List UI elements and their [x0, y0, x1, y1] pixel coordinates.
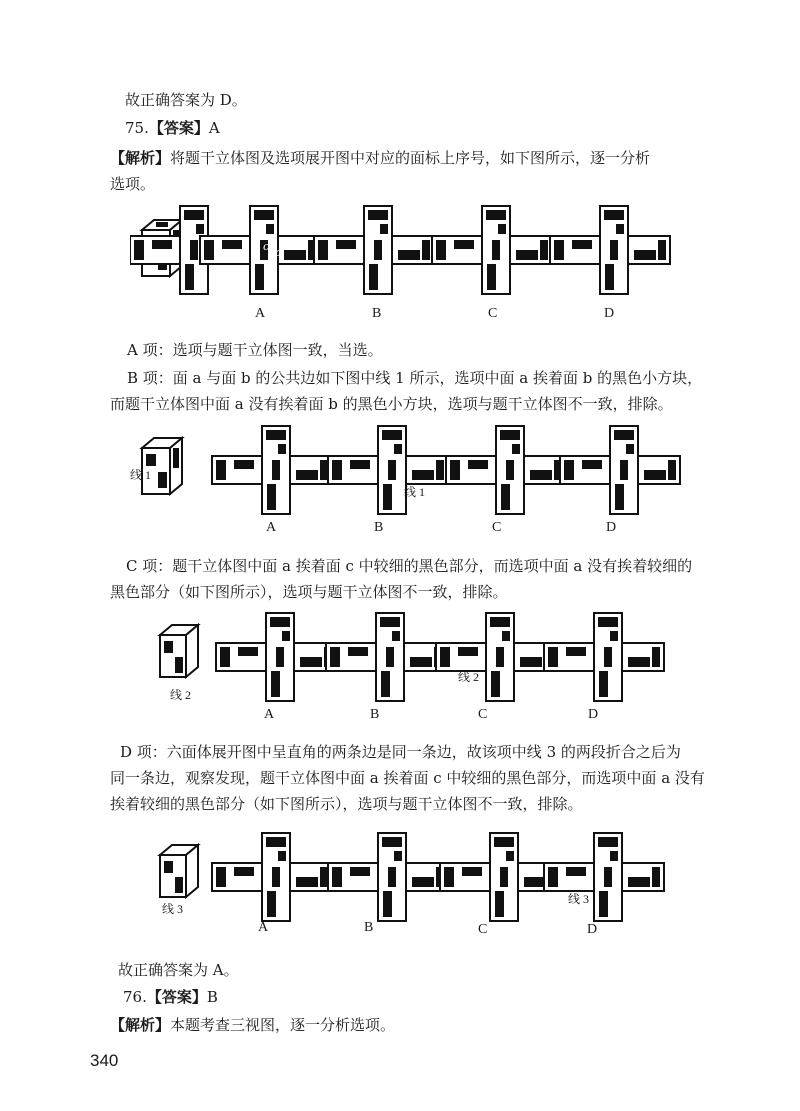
figure-caption: B	[374, 520, 384, 535]
answer-value: B	[206, 988, 218, 1006]
figure-row-3	[150, 605, 690, 705]
line-1-label: 线 1	[404, 485, 426, 499]
conclusion-74: 故正确答案为 D。	[125, 91, 247, 109]
figure-caption: A	[264, 707, 275, 722]
cube-icon	[160, 625, 198, 677]
line-3-label: 线 3	[162, 902, 184, 916]
answer-75	[125, 118, 220, 138]
analysis-76	[110, 1015, 395, 1035]
figure-caption: B	[364, 920, 374, 935]
option-b-analysis-cont: 而题干立体图中面 a 没有挨着面 b 的黑色小方块，选项与题干立体图不一致，排除。	[110, 395, 673, 413]
line-2-label: 线 2	[458, 670, 480, 684]
figure-caption: D	[606, 520, 617, 535]
option-d-analysis-cont: 挨着较细的黑色部分（如下图所示），选项与题干立体图不一致，排除。	[110, 795, 583, 813]
conclusion-75: 故正确答案为 A。	[118, 961, 239, 979]
option-d-analysis-cont: 同一条边，观察发现，题干立体图中面 a 挨着面 c 中较细的黑色部分，而选项中面 a 没有	[110, 769, 705, 787]
analysis-tag: 【解析】	[110, 1016, 171, 1034]
question-number: 76.	[123, 988, 147, 1006]
option-c-analysis-cont: 黑色部分（如下图所示），选项与题干立体图不一致，排除。	[110, 583, 508, 601]
figure-caption: A	[255, 306, 266, 321]
figure-caption: A	[258, 920, 269, 935]
line-3-label: 线 3	[568, 892, 590, 906]
analysis-text: 将题干立体图及选项展开图中对应的面标上序号，如下图所示，逐一分析	[170, 149, 651, 167]
answer-76	[123, 987, 218, 1007]
figure-caption: C	[478, 922, 488, 937]
figure-row-2	[130, 418, 690, 528]
face-label: c	[263, 240, 270, 253]
figure-row-1	[130, 198, 690, 323]
figure-caption: C	[478, 707, 488, 722]
figure-caption: D	[587, 922, 598, 937]
question-number: 75.	[125, 119, 149, 137]
figure-caption: B	[370, 707, 380, 722]
answer-tag: 【答案】	[148, 119, 209, 137]
option-d-analysis: D 项：六面体展开图中呈直角的两条边是同一条边，故该项中线 3 的两段折合之后为	[120, 743, 681, 761]
analysis-tag: 【解析】	[110, 149, 171, 167]
option-a-analysis: A 项：选项与题干立体图一致，当选。	[127, 341, 383, 359]
figure-caption: A	[266, 520, 277, 535]
cube-icon	[160, 845, 198, 897]
figure-caption: C	[492, 520, 502, 535]
figure-caption: D	[588, 707, 599, 722]
figure-caption: D	[604, 306, 615, 321]
option-b-analysis: B 项：面 a 与面 b 的公共边如下图中线 1 所示，选项中面 a 挨着面 b 的黑色小方块，	[127, 369, 703, 387]
answer-value: A	[208, 119, 220, 137]
page-number: 340	[90, 1051, 119, 1070]
answer-tag: 【答案】	[146, 988, 207, 1006]
analysis-cont: 选项。	[110, 175, 156, 193]
figure-caption: B	[372, 306, 382, 321]
figure-row-4	[150, 825, 690, 925]
analysis-text: 本题考查三视图，逐一分析选项。	[170, 1016, 396, 1034]
figure-caption: C	[488, 306, 498, 321]
option-c-analysis: C 项：题干立体图中面 a 挨着面 c 中较细的黑色部分，而选项中面 a 没有挨着较细的	[126, 557, 693, 575]
line-1-label: 线 1	[130, 468, 152, 482]
face-label: a	[275, 246, 282, 259]
analysis-75	[110, 148, 650, 168]
line-2-label: 线 2	[170, 688, 192, 702]
